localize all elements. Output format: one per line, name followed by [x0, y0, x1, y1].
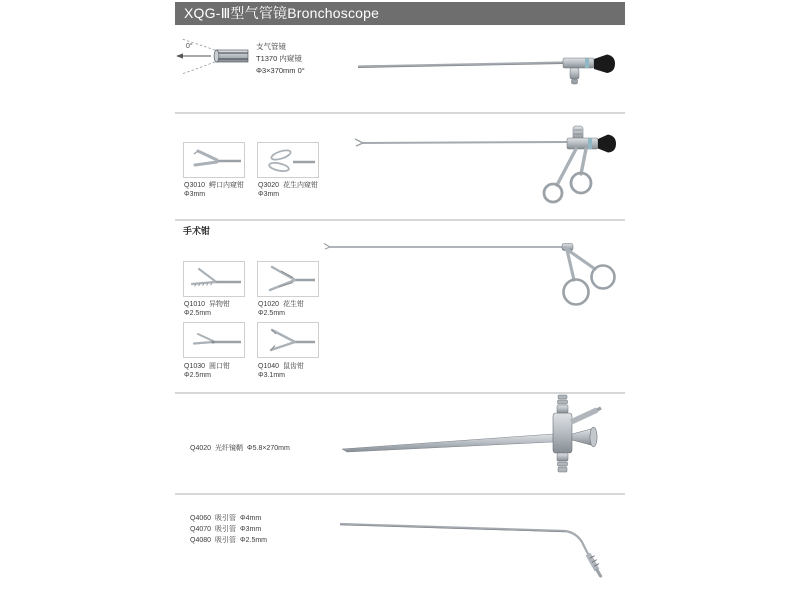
product-spec: Φ3mm: [184, 191, 206, 198]
section-divider: [175, 219, 625, 221]
thumb-foreign-body-forceps: [183, 261, 245, 297]
product-label: [190, 535, 271, 546]
product-label: [190, 524, 271, 535]
finger-ring: [571, 173, 591, 193]
endoscope-specs: [256, 41, 305, 77]
product-name: 吸引管: [215, 526, 237, 533]
page-title-text: XQG-Ⅲ型气管镜Bronchoscope: [184, 5, 380, 21]
product-spec: Φ2.5mm: [184, 310, 211, 317]
alligator-forceps-tip-image: [185, 144, 243, 176]
eyepiece: [594, 55, 615, 74]
surgical-forceps-heading: 手术钳: [183, 226, 211, 236]
foreign-body-forceps-tip-image: [185, 263, 243, 295]
product-label: [258, 362, 304, 380]
grasping-forceps-image: [320, 230, 628, 310]
product-label: [258, 300, 304, 318]
angle-diagram: [174, 36, 252, 78]
suction-labels: [190, 513, 271, 546]
product-label: [184, 181, 244, 199]
product-spec: Φ3mm: [240, 526, 262, 533]
thumb-alligator-forceps: [183, 142, 245, 178]
product-name: 吸引管: [215, 515, 237, 522]
round-mouth-forceps-tip-image: [185, 324, 243, 356]
thumb-rat-tooth-forceps: [257, 322, 319, 358]
product-label: [184, 300, 230, 318]
product-code: Q1010: [184, 301, 206, 308]
thumb-peanut-scope-forceps: [257, 142, 319, 178]
thumb-ring: [564, 280, 589, 305]
section-divider: [175, 493, 625, 495]
product-name: 花生钳: [283, 301, 305, 308]
thumb-peanut-forceps: [257, 261, 319, 297]
product-name: 鼠齿钳: [283, 363, 305, 370]
product-code: Q1040: [258, 363, 280, 370]
product-name: 圆口钳: [209, 363, 231, 370]
product-code: Q3020: [258, 182, 280, 189]
product-code: Q4070: [190, 526, 212, 533]
product-code: Q3010: [184, 182, 206, 189]
product-label: [184, 362, 230, 380]
product-name: 鳄口内窥钳: [209, 182, 245, 189]
angle-label: 0°: [186, 43, 193, 50]
peanut-forceps-open-tip-image: [259, 263, 317, 295]
sheath-image: [335, 393, 625, 485]
product-code: Q1030: [184, 363, 206, 370]
endoscope-name: 支气管镜: [256, 42, 286, 51]
endoscope-image: [338, 42, 628, 97]
product-name: 光纤镜鞘: [215, 445, 244, 452]
product-spec: Φ4mm: [240, 515, 262, 522]
finger-ring: [592, 266, 615, 289]
product-spec: Φ3.1mm: [258, 372, 285, 379]
thumb-ring: [544, 184, 562, 202]
product-name: 吸引管: [215, 537, 237, 544]
product-name: 花生内窥钳: [283, 182, 319, 189]
endoscope-model: T1370 内窥镜: [256, 54, 302, 63]
product-label: [190, 444, 290, 453]
peanut-forceps-tip-image: [259, 144, 317, 176]
product-name: 异物钳: [209, 301, 231, 308]
product-spec: Φ2.5mm: [240, 537, 268, 544]
page-title: [175, 2, 625, 25]
suction-tube-image: [335, 500, 625, 582]
product-code: Q4020: [190, 445, 212, 452]
product-label: [258, 181, 318, 199]
endoscope-spec: Φ3×370mm 0°: [256, 66, 305, 75]
product-label: [190, 513, 271, 524]
product-spec: Φ2.5mm: [184, 372, 211, 379]
thumb-round-mouth-forceps: [183, 322, 245, 358]
product-code: Q1020: [258, 301, 280, 308]
rat-tooth-forceps-tip-image: [259, 324, 317, 356]
product-spec: Φ3mm: [258, 191, 280, 198]
product-code: Q4080: [190, 537, 212, 544]
product-spec: Φ2.5mm: [258, 310, 285, 317]
optical-forceps-image: [330, 113, 640, 215]
product-code: Q4060: [190, 515, 212, 522]
eyepiece: [598, 135, 616, 153]
product-spec: Φ5.8×270mm: [247, 445, 290, 452]
